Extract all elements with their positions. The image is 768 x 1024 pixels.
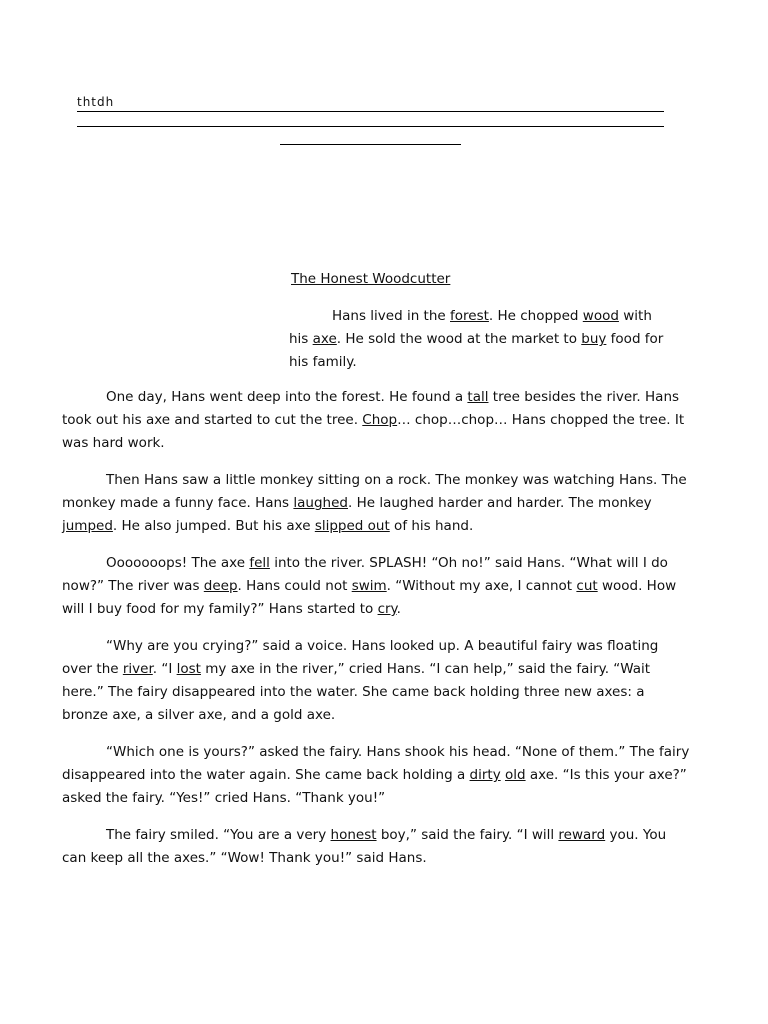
vocab-word: Chop — [362, 412, 398, 428]
text-run: into the river. SPLASH! “Oh no!” said Hans. “What will I do now?” The river was — [62, 555, 668, 594]
text-run: . He laughed harder and harder. The monkey — [347, 495, 652, 511]
vocab-word: tall — [467, 389, 489, 405]
story-paragraph — [62, 741, 692, 810]
text-run: with his — [289, 308, 652, 347]
text-run: . — [396, 601, 401, 617]
text-run: . “I — [152, 661, 177, 677]
text-run: you. You can keep all the axes.” “Wow! Thank you!” said Hans. — [62, 827, 667, 866]
story-paragraph — [62, 824, 692, 870]
text-run: . He chopped — [488, 308, 583, 324]
vocab-word: lost — [176, 661, 201, 677]
text-run: boy,” said the fairy. “I will — [376, 827, 559, 843]
vocab-word: jumped — [62, 518, 113, 534]
answer-line-2[interactable] — [77, 126, 664, 127]
vocab-word: river — [122, 661, 153, 677]
vocab-word: slipped out — [314, 518, 390, 534]
vocab-word: deep — [203, 578, 238, 594]
vocab-word: cry — [377, 601, 397, 617]
answer-line-short[interactable] — [280, 144, 461, 145]
vocab-word: forest — [450, 308, 489, 324]
story-title: The Honest Woodcutter — [291, 271, 451, 287]
story-intro — [289, 305, 669, 374]
text-run: . He sold the wood at the market to — [336, 331, 582, 347]
text-run: of his hand. — [389, 518, 474, 534]
story-paragraph — [62, 552, 692, 621]
story-paragraph — [62, 635, 692, 727]
text-run: Then Hans saw a little monkey sitting on a rock. The monkey was watching Hans. The monkey made a funny face. Hans — [62, 472, 687, 511]
vocab-word: dirty — [469, 767, 501, 783]
text-run: “Which one is yours?” asked the fairy. Hans shook his head. “None of them.” The fairy disappeared into the water again. She came back holding a — [62, 744, 690, 783]
story-paragraph — [62, 386, 692, 455]
text-run: tree besides the river. Hans took out his axe and started to cut the tree. — [62, 389, 680, 428]
text-run: “Why are you crying?” said a voice. Hans looked up. A beautiful fairy was floating over the — [62, 638, 659, 677]
text-run: food for his family. — [289, 331, 664, 370]
vocab-word: wood — [582, 308, 619, 324]
vocab-word: old — [504, 767, 526, 783]
name-line[interactable] — [77, 95, 664, 112]
vocab-word: fell — [249, 555, 270, 571]
story-paragraph — [62, 469, 692, 538]
text-run: Hans lived in the — [332, 308, 451, 324]
text-run: my axe in the river,” cried Hans. “I can help,” said the fairy. “Wait here.” The fairy disappeared into the water. She came back holding three new axes: a bronze axe, a silver axe, and a gold axe. — [62, 661, 651, 723]
text-run: . He also jumped. But his axe — [112, 518, 315, 534]
text-run: … chop…chop… Hans chopped the tree. It was hard work. — [62, 412, 685, 451]
text-run: One day, Hans went deep into the forest. He found a — [106, 389, 468, 405]
vocab-word: reward — [558, 827, 606, 843]
story-body — [62, 386, 692, 884]
name-text: thtdh — [77, 95, 115, 109]
vocab-word: swim — [351, 578, 387, 594]
text-run: . “Without my axe, I cannot — [386, 578, 577, 594]
vocab-word: honest — [330, 827, 377, 843]
text-run: axe. “Is this your axe?” asked the fairy. “Yes!” cried Hans. “Thank you!” — [62, 767, 687, 806]
vocab-word: laughed — [293, 495, 348, 511]
vocab-word: buy — [581, 331, 607, 347]
vocab-word: cut — [576, 578, 598, 594]
text-run: . Hans could not — [237, 578, 352, 594]
intro-paragraph — [289, 305, 669, 374]
text-run: The fairy smiled. “You are a very — [106, 827, 331, 843]
text-run: Ooooooops! The axe — [106, 555, 250, 571]
vocab-word: axe — [312, 331, 337, 347]
text-run: wood. How will I buy food for my family?” Hans started to — [62, 578, 677, 617]
